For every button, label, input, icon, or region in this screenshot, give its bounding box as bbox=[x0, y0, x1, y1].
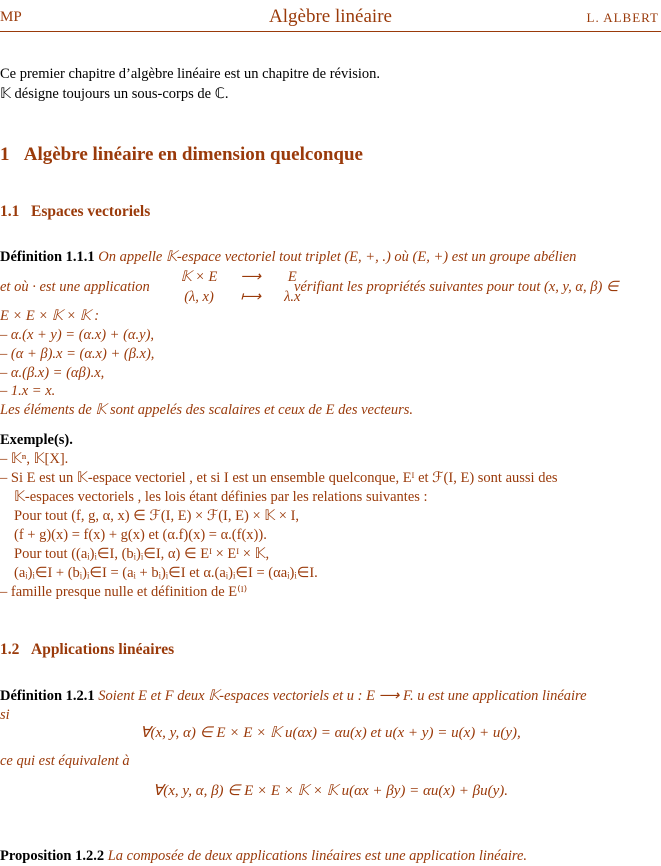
axiom-item: – α.(x + y) = (α.x) + (α.y), bbox=[0, 327, 155, 343]
page-header bbox=[0, 6, 661, 30]
example-line: Pour tout ((aᵢ)ᵢ∈I, (bᵢ)ᵢ∈I, α) ∈ Eᴵ × Eᴵ × 𝕂, bbox=[14, 546, 270, 562]
subsection-title: Espaces vectoriels bbox=[31, 203, 151, 220]
map-element: (λ, x) bbox=[184, 289, 214, 305]
subsection-number: 1.2 bbox=[0, 641, 20, 658]
subsection-title: Applications linéaires bbox=[31, 641, 175, 658]
axiom-item: – (α + β).x = (α.x) + (β.x), bbox=[0, 346, 155, 362]
definition-label: Définition 1.1.1 bbox=[0, 249, 95, 265]
axiom-item: – 1.x = x. bbox=[0, 383, 56, 399]
definition-111-line-1 bbox=[0, 247, 576, 267]
header-rule bbox=[0, 31, 661, 32]
formula: ∀(x, y, α, β) ∈ E × E × 𝕂 × 𝕂 u(αx + βy) = αu(x) + βu(y). bbox=[152, 783, 509, 799]
example-line: Pour tout (f, g, α, x) ∈ ℱ(I, E) × ℱ(I, E) × 𝕂 × I, bbox=[14, 508, 300, 524]
definition-121-line-1 bbox=[0, 686, 587, 706]
map-arrow: ⟶ bbox=[240, 269, 262, 285]
definition-111-line-2a: et où · est une application bbox=[0, 279, 150, 295]
header-right: L. ALBERT bbox=[586, 10, 659, 25]
section-number: 1 bbox=[0, 144, 10, 165]
formula: ∀(x, y, α) ∈ E × E × 𝕂 u(αx) = αu(x) et u(x + y) = u(x) + u(y), bbox=[140, 725, 521, 741]
axiom-item: – α.(β.x) = (αβ).x, bbox=[0, 365, 105, 381]
definition-121-line-3: ce qui est équivalent à bbox=[0, 753, 130, 769]
proposition-label: Proposition 1.2.2 bbox=[0, 848, 105, 864]
subsection-number: 1.1 bbox=[0, 203, 20, 220]
example-line: (f + g)(x) = f(x) + g(x) et (α.f)(x) = α.(f(x)). bbox=[14, 527, 267, 543]
proposition-text: La composée de deux applications linéaires est une application linéaire. bbox=[107, 848, 528, 864]
intro-line-1: Ce premier chapitre d’algèbre linéaire est un chapitre de révision. bbox=[0, 66, 381, 82]
example-line: – famille presque nulle et définition de E⁽ᴵ⁾ bbox=[0, 584, 248, 600]
definition-text: On appelle 𝕂-espace vectoriel tout triplet (E, +, .) où (E, +) est un groupe abélien bbox=[98, 249, 577, 265]
definition-label: Définition 1.2.1 bbox=[0, 688, 95, 704]
example-line: (aᵢ)ᵢ∈I + (bᵢ)ᵢ∈I = (aᵢ + bᵢ)ᵢ∈I et α.(aᵢ)ᵢ∈I = (αaᵢ)ᵢ∈I. bbox=[14, 565, 318, 581]
header-title: Algèbre linéaire bbox=[269, 6, 392, 27]
definition-closing: Les éléments de 𝕂 sont appelés des scalaires et ceux de E des vecteurs. bbox=[0, 402, 414, 418]
section-heading bbox=[0, 145, 363, 165]
section-title: Algèbre linéaire en dimension quelconque bbox=[23, 144, 363, 165]
intro-line-2: 𝕂 désigne toujours un sous-corps de ℂ. bbox=[0, 86, 229, 102]
definition-111-line-2b: vérifiant les propriétés suivantes pour tout (x, y, α, β) ∈ bbox=[294, 279, 619, 295]
example-line: 𝕂-espaces vectoriels , les lois étant définies par les relations suivantes : bbox=[14, 489, 428, 505]
map-image: λ.x bbox=[284, 289, 301, 305]
definition-121-line-2: si bbox=[0, 707, 10, 723]
proposition-122 bbox=[0, 846, 527, 866]
definition-111-line-3: E × E × 𝕂 × 𝕂 : bbox=[0, 308, 100, 324]
example-line: – Si E est un 𝕂-espace vectoriel , et si I est un ensemble quelconque, Eᴵ et ℱ(I, E) sont aussi des bbox=[0, 470, 558, 486]
map-domain: 𝕂 × E bbox=[180, 269, 218, 285]
mapping-diagram bbox=[174, 267, 307, 307]
header-left: MP bbox=[0, 9, 22, 25]
map-codomain: E bbox=[287, 269, 297, 285]
example-line: – 𝕂ⁿ, 𝕂[X]. bbox=[0, 451, 69, 467]
subsection-heading bbox=[0, 202, 150, 222]
examples-label: Exemple(s). bbox=[0, 432, 73, 448]
map-maps-to: ⟼ bbox=[240, 289, 262, 305]
subsection-heading bbox=[0, 640, 174, 660]
definition-text: Soient E et F deux 𝕂-espaces vectoriels et u : E ⟶ F. u est une application linéaire bbox=[98, 688, 587, 704]
